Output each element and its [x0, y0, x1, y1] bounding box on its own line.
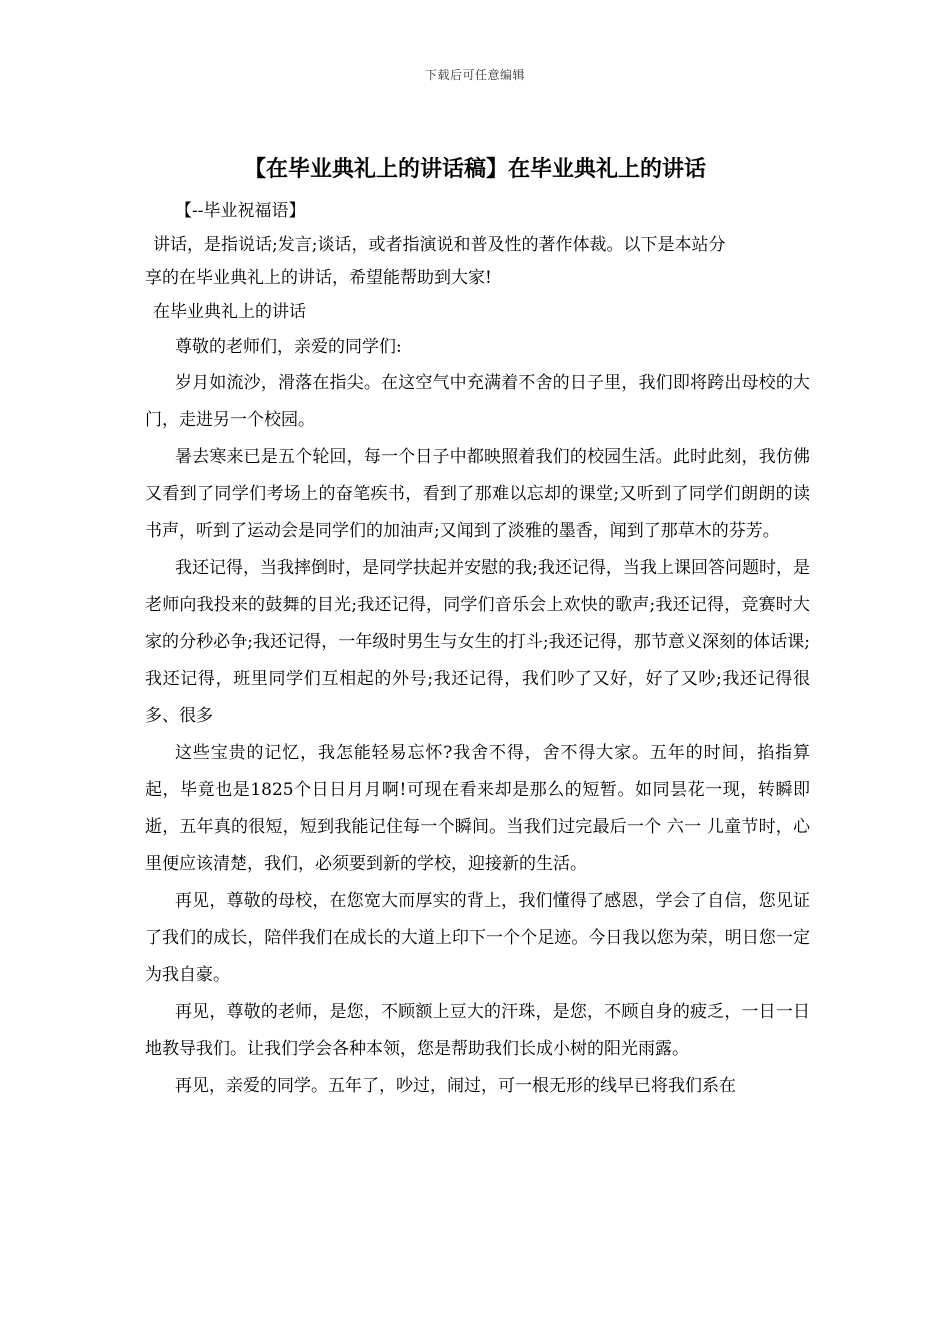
- paragraph-5: 再见，尊敬的母校，在您宽大而厚实的背上，我们懂得了感恩，学会了自信，您见证了我们的成长，陪伴我们在成长的大道上印下一个个足迹。今日我以您为荣，明日您一定为我自豪。: [145, 891, 810, 985]
- paragraph-1: 岁月如流沙，滑落在指尖。在这空气中充满着不舍的日子里，我们即将跨出母校的大门，走进另一个校园。: [145, 373, 810, 430]
- page-header-note: 下载后可任意编辑: [424, 68, 525, 82]
- paragraph-6: 再见，尊敬的老师，是您，不顾额上豆大的汗珠，是您，不顾自身的疲乏，一日一日地教导我们。让我们学会各种本领，您是帮助我们长成小树的阳光雨露。: [145, 1002, 810, 1059]
- paragraph-3: 我还记得，当我摔倒时，是同学扶起并安慰的我;我还记得，当我上课回答问题时，是老师向我投来的鼓舞的目光;我还记得，同学们音乐会上欢快的歌声;我还记得，竞赛时大家的分秒必争;我还记得，一年级时男生与女生的打斗;我还记得，那节意义深刻的体话课;我还记得，班里同学们互相起的外号;我还记得，我们吵了又好，好了又吵;我还记得很多、很多: [145, 558, 810, 726]
- paragraph-4: 这些宝贵的记忆，我怎能轻易忘怀?我舍不得，舍不得大家。五年的时间，掐指算起，毕竟也是1825个日日月月啊!可现在看来却是那么的短暂。如同昙花一现，转瞬即逝，五年真的很短，短到我能记住每一个瞬间。当我们过完最后一个 六一 儿童节时，心里便应该清楚，我们，必须要到新的学校，迎接新的生活。: [145, 743, 810, 874]
- page-title: 【在毕业典礼上的讲话稿】在毕业典礼上的讲话: [243, 156, 706, 182]
- intro-paragraph: [145, 227, 810, 295]
- speech-greeting: 尊敬的老师们，亲爱的同学们:: [175, 337, 402, 357]
- paragraph-7: 再见，亲爱的同学。五年了，吵过，闹过，可一根无形的线早已将我们系在: [175, 1076, 736, 1096]
- speech-paragraphs: [145, 365, 810, 1105]
- intro-line-1: 讲话，是指说话;发言;谈话，或者指演说和普及性的著作体裁。以下是本站分: [153, 235, 726, 255]
- paragraph-2: 暑去寒来已是五个轮回，每一个日子中都映照着我们的校园生活。此时此刻，我仿佛又看到了同学们考场上的奋笔疾书，看到了那难以忘却的课堂;又听到了同学们朗朗的读书声，听到了运动会是同学们的加油声;又闻到了淡雅的墨香，闻到了那草木的芬芳。: [145, 447, 810, 541]
- intro-line-2: 享的在毕业典礼上的讲话，希望能帮助到大家!: [145, 268, 492, 288]
- document-body: [145, 195, 810, 1105]
- category-tag: 【--毕业祝福语】: [175, 201, 306, 221]
- speech-subtitle: 在毕业典礼上的讲话: [153, 302, 306, 322]
